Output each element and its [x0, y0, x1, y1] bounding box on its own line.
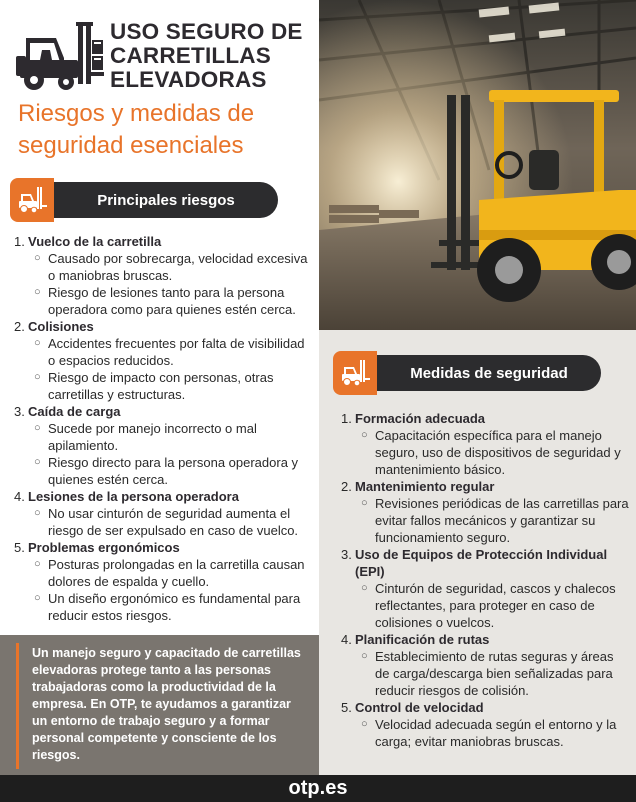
list-item: [14, 403, 314, 488]
list-item: [341, 631, 631, 699]
callout-accent-bar: [16, 643, 19, 769]
item-point: Revisiones periódicas de las carretillas para evitar fallos mecánicos y garantizar su funcionamiento seguro.: [375, 496, 629, 545]
left-column: [0, 0, 319, 635]
bullet-icon: ○: [34, 558, 41, 570]
item-point: Riesgo de impacto con personas, otras carretillas y estructuras.: [48, 370, 274, 402]
item-point: Sucede por manejo incorrecto o mal apilamiento.: [48, 421, 257, 453]
footer-link[interactable]: otp.es: [288, 777, 348, 799]
bullet-icon: ○: [34, 456, 41, 468]
list-item: [341, 699, 631, 750]
item-title: Formación adecuada: [355, 411, 486, 426]
risks-section-label: Principales riesgos: [54, 182, 278, 218]
bullet-icon: ○: [361, 497, 368, 509]
item-point: Capacitación específica para el manejo seguro, uso de dispositivos de seguridad y mantenimiento básico.: [375, 428, 621, 477]
forklift-icon: [16, 18, 104, 94]
item-point: Causado por sobrecarga, velocidad excesiva o maniobras bruscas.: [48, 251, 308, 283]
measures-list: [341, 410, 631, 750]
risks-list: [14, 233, 314, 624]
measures-section-label: Medidas de seguridad: [377, 355, 601, 391]
title-line: USO SEGURO DE: [110, 19, 303, 44]
bullet-icon: ○: [34, 507, 41, 519]
callout-text: Un manejo seguro y capacitado de carretillas elevadoras protege tanto a las personas trabajadoras como la productividad de la empresa. En OTP, te ayudamos a garantizar un entorno de trabajo seguro y a formar personal competente y consciente de los riesgos.: [32, 646, 301, 762]
footer: [0, 775, 636, 802]
list-item: [14, 539, 314, 624]
bullet-icon: ○: [34, 371, 41, 383]
item-point: Un diseño ergonómico es fundamental para reducir estos riesgos.: [48, 591, 301, 623]
bullet-icon: ○: [361, 718, 368, 730]
item-point: Riesgo directo para la persona operadora y quienes estén cerca.: [48, 455, 299, 487]
forklift-icon: [333, 351, 377, 395]
item-number: 5.: [341, 700, 352, 715]
bullet-icon: ○: [361, 582, 368, 594]
list-item: [14, 488, 314, 539]
item-title: Control de velocidad: [355, 700, 484, 715]
item-number: 3.: [14, 404, 25, 419]
list-item: [341, 410, 631, 478]
item-point: Velocidad adecuada según el entorno y la carga; evitar maniobras bruscas.: [375, 717, 617, 749]
measures-section-header: [333, 351, 601, 395]
item-title: Uso de Equipos de Protección Individual (EPI): [355, 547, 608, 579]
header: [16, 18, 303, 94]
item-point: Cinturón de seguridad, cascos y chalecos reflectantes, para proteger en caso de colisiones o vuelcos.: [375, 581, 616, 630]
item-title: Lesiones de la persona operadora: [28, 489, 239, 504]
bullet-icon: ○: [361, 429, 368, 441]
item-number: 2.: [341, 479, 352, 494]
callout-box: [0, 635, 319, 775]
item-number: 4.: [14, 489, 25, 504]
item-number: 5.: [14, 540, 25, 555]
item-number: 1.: [341, 411, 352, 426]
title-line: CARRETILLAS: [110, 43, 271, 68]
list-item: [341, 478, 631, 546]
item-title: Vuelco de la carretilla: [28, 234, 162, 249]
bullet-icon: ○: [34, 422, 41, 434]
list-item: [341, 546, 631, 631]
item-title: Planificación de rutas: [355, 632, 490, 647]
item-number: 3.: [341, 547, 352, 562]
item-point: Accidentes frecuentes por falta de visibilidad o espacios reducidos.: [48, 336, 305, 368]
item-point: Posturas prolongadas en la carretilla causan dolores de espalda y cuello.: [48, 557, 305, 589]
item-point: Establecimiento de rutas seguras y áreas de carga/descarga bien señalizadas para reducir riesgos de colisión.: [375, 649, 614, 698]
page-subtitle: Riesgos y medidas de seguridad esenciales: [18, 100, 255, 159]
item-number: 2.: [14, 319, 25, 334]
page-title: [110, 20, 303, 92]
bullet-icon: ○: [34, 337, 41, 349]
bullet-icon: ○: [34, 252, 41, 264]
list-item: [14, 318, 314, 403]
bullet-icon: ○: [34, 286, 41, 298]
forklift-photo: [319, 0, 636, 330]
title-line: ELEVADORAS: [110, 67, 267, 92]
item-title: Caída de carga: [28, 404, 121, 419]
item-title: Mantenimiento regular: [355, 479, 495, 494]
bullet-icon: ○: [34, 592, 41, 604]
item-number: 4.: [341, 632, 352, 647]
bullet-icon: ○: [361, 650, 368, 662]
risks-section-header: [10, 178, 278, 222]
item-number: 1.: [14, 234, 25, 249]
forklift-icon: [10, 178, 54, 222]
item-title: Colisiones: [28, 319, 94, 334]
item-point: Riesgo de lesiones tanto para la persona operadora como para quienes estén cerca.: [48, 285, 296, 317]
list-item: [14, 233, 314, 318]
item-title: Problemas ergonómicos: [28, 540, 180, 555]
item-point: No usar cinturón de seguridad aumenta el riesgo de ser expulsado en caso de vuelco.: [48, 506, 299, 538]
